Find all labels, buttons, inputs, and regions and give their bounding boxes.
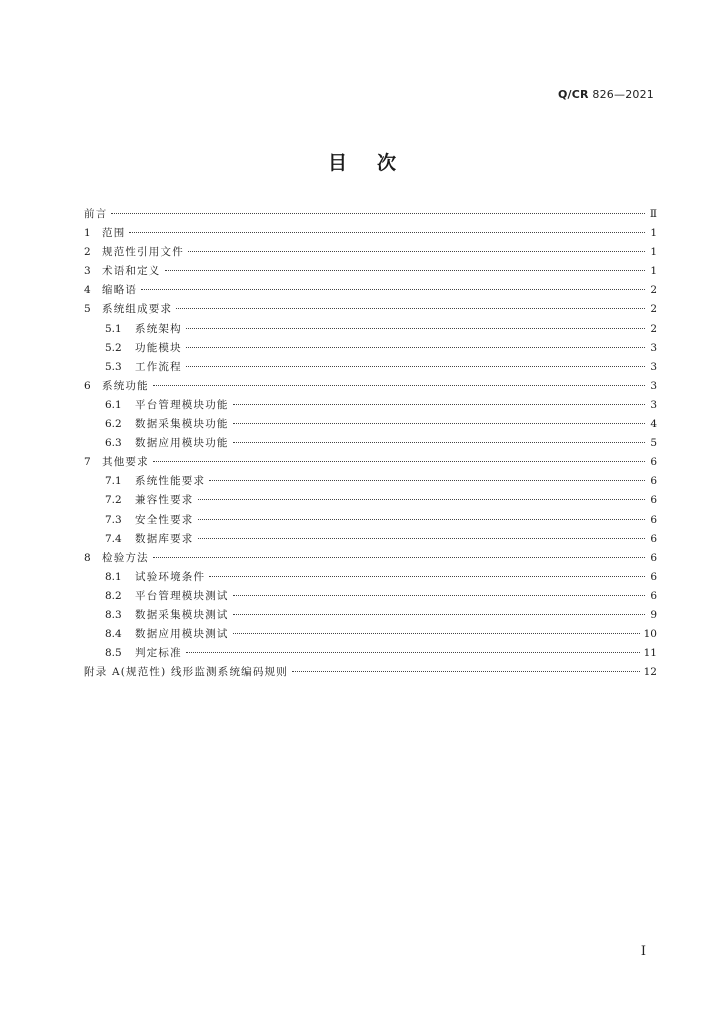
toc-entry-label: 数据库要求 [135,532,194,545]
toc-entry-number: 6.2 [105,418,122,431]
toc-entry-page: 10 [643,628,657,641]
toc-entry-label: 数据应用模块测试 [135,628,229,641]
toc-entry-number: 5.3 [105,360,122,373]
toc-entry-page: 6 [650,475,657,488]
toc-entry-page: 6 [650,532,657,545]
toc-entry-page: 4 [650,418,657,431]
page-number: I [640,944,646,959]
toc-entry[interactable] [84,511,657,530]
dot-leader [186,327,645,329]
dot-leader [165,269,646,271]
toc-entry-label: 判定标准 [135,647,182,660]
toc-entry-page: 6 [650,570,657,583]
toc-entry-page: 2 [650,322,657,335]
toc-entry-page: 1 [650,227,657,240]
toc-entry[interactable] [84,358,657,377]
toc-entry-page: 3 [650,398,657,411]
toc-entry-page: 11 [643,647,657,660]
toc-entry-label: 其他要求 [102,456,149,469]
toc-entry[interactable] [84,281,657,300]
dot-leader [233,422,645,424]
toc-entry-number: 8.3 [105,608,122,621]
toc-entry[interactable] [84,339,657,358]
toc-entry[interactable] [84,205,657,224]
toc-entry-number: 5.1 [105,322,122,335]
toc-entry-label: 术语和定义 [102,265,161,278]
dot-leader [198,498,646,500]
dot-leader [209,575,645,577]
toc-entry-page: 12 [643,666,657,679]
toc-entry-number: 8.5 [105,647,122,660]
toc-entry-label: 安全性要求 [135,513,194,526]
dot-leader [129,231,645,233]
dot-leader [186,365,645,367]
toc-entry-label: 缩略语 [102,284,138,297]
dot-leader [209,479,645,481]
toc-entry-page: 1 [650,265,657,278]
toc-entry-page: 2 [650,303,657,316]
table-of-contents [84,205,657,682]
toc-entry-number: 5.2 [105,341,122,354]
toc-entry-label: 数据采集模块功能 [135,418,229,431]
dot-leader [186,651,640,653]
toc-entry-label: 试验环境条件 [135,570,206,583]
toc-entry-label: 数据应用模块功能 [135,437,229,450]
toc-entry-label: 系统组成要求 [102,303,173,316]
toc-entry-label: 规范性引用文件 [102,246,184,259]
dot-leader [233,613,645,615]
toc-entry-page: 6 [650,589,657,602]
toc-entry-page: 3 [650,360,657,373]
toc-entry-page: 1 [650,246,657,259]
toc-entry-number: 6.3 [105,437,122,450]
toc-entry-label: 系统性能要求 [135,475,206,488]
toc-entry[interactable] [84,644,657,663]
toc-entry-number: 8.1 [105,570,122,583]
toc-entry-label: 数据采集模块测试 [135,608,229,621]
toc-entry[interactable] [84,587,657,606]
toc-entry-label: 范围 [102,227,126,240]
toc-entry[interactable] [84,491,657,510]
toc-entry-label: 兼容性要求 [135,494,194,507]
toc-entry[interactable] [84,224,657,243]
toc-entry-page: 5 [650,437,657,450]
toc-entry-number: 6 [84,379,91,392]
toc-entry-label: 系统功能 [102,379,149,392]
toc-entry[interactable] [84,549,657,568]
toc-entry-page: 3 [650,379,657,392]
standard-prefix: Q/CR [557,88,589,101]
toc-entry-page: 9 [650,608,657,621]
standard-number: 826—2021 [592,88,654,101]
dot-leader [233,632,640,634]
toc-entry-number: 8 [84,551,91,564]
toc-entry[interactable] [84,377,657,396]
standard-code [558,88,654,101]
toc-entry-label: 功能模块 [135,341,182,354]
dot-leader [198,537,646,539]
toc-entry-number: 8.4 [105,628,122,641]
toc-entry-label: 附录 A(规范性) 线形监测系统编码规则 [84,666,288,679]
toc-entry-number: 3 [84,265,91,278]
toc-entry[interactable] [84,453,657,472]
dot-leader [153,460,645,462]
dot-leader [233,403,645,405]
dot-leader [188,250,645,252]
toc-entry-number: 6.1 [105,398,122,411]
toc-entry[interactable] [84,625,657,644]
dot-leader [141,288,645,290]
toc-entry-number: 4 [84,284,91,297]
toc-entry-number: 7.1 [105,475,122,488]
toc-entry[interactable] [84,396,657,415]
toc-entry[interactable] [84,568,657,587]
toc-entry[interactable] [84,300,657,319]
dot-leader [153,384,645,386]
toc-entry-label: 系统架构 [135,322,182,335]
toc-entry-page: 2 [650,284,657,297]
dot-leader [198,518,646,520]
toc-entry[interactable] [84,434,657,453]
toc-entry-label: 平台管理模块功能 [135,398,229,411]
toc-entry[interactable] [84,320,657,339]
toc-entry[interactable] [84,243,657,262]
toc-entry-page: 6 [650,513,657,526]
dot-leader [292,670,640,672]
toc-title: 目次 [327,152,426,174]
toc-entry-number: 7.4 [105,532,122,545]
toc-entry-label: 工作流程 [135,360,182,373]
toc-entry-page: 6 [650,551,657,564]
toc-entry[interactable] [84,530,657,549]
toc-entry-label: 前言 [84,208,108,220]
toc-entry-page: 6 [650,494,657,507]
dot-leader [176,307,645,309]
toc-entry[interactable] [84,606,657,625]
toc-entry-page: 6 [650,456,657,469]
dot-leader [233,594,645,596]
toc-entry-number: 8.2 [105,589,122,602]
dot-leader [186,346,645,348]
toc-entry-number: 7 [84,456,91,469]
toc-entry-number: 1 [84,227,91,240]
toc-entry-number: 7.2 [105,494,122,507]
toc-entry-number: 7.3 [105,513,122,526]
toc-entry-number: 5 [84,303,91,316]
toc-entry-page: Ⅱ [649,208,657,220]
toc-entry[interactable] [84,262,657,281]
dot-leader [233,441,645,443]
dot-leader [111,212,645,214]
toc-entry-page: 3 [650,341,657,354]
dot-leader [153,556,645,558]
toc-entry[interactable] [84,472,657,491]
toc-entry-label: 平台管理模块测试 [135,589,229,602]
toc-entry[interactable] [84,415,657,434]
toc-entry-number: 2 [84,246,91,259]
toc-entry[interactable] [84,663,657,682]
toc-entry-label: 检验方法 [102,551,149,564]
